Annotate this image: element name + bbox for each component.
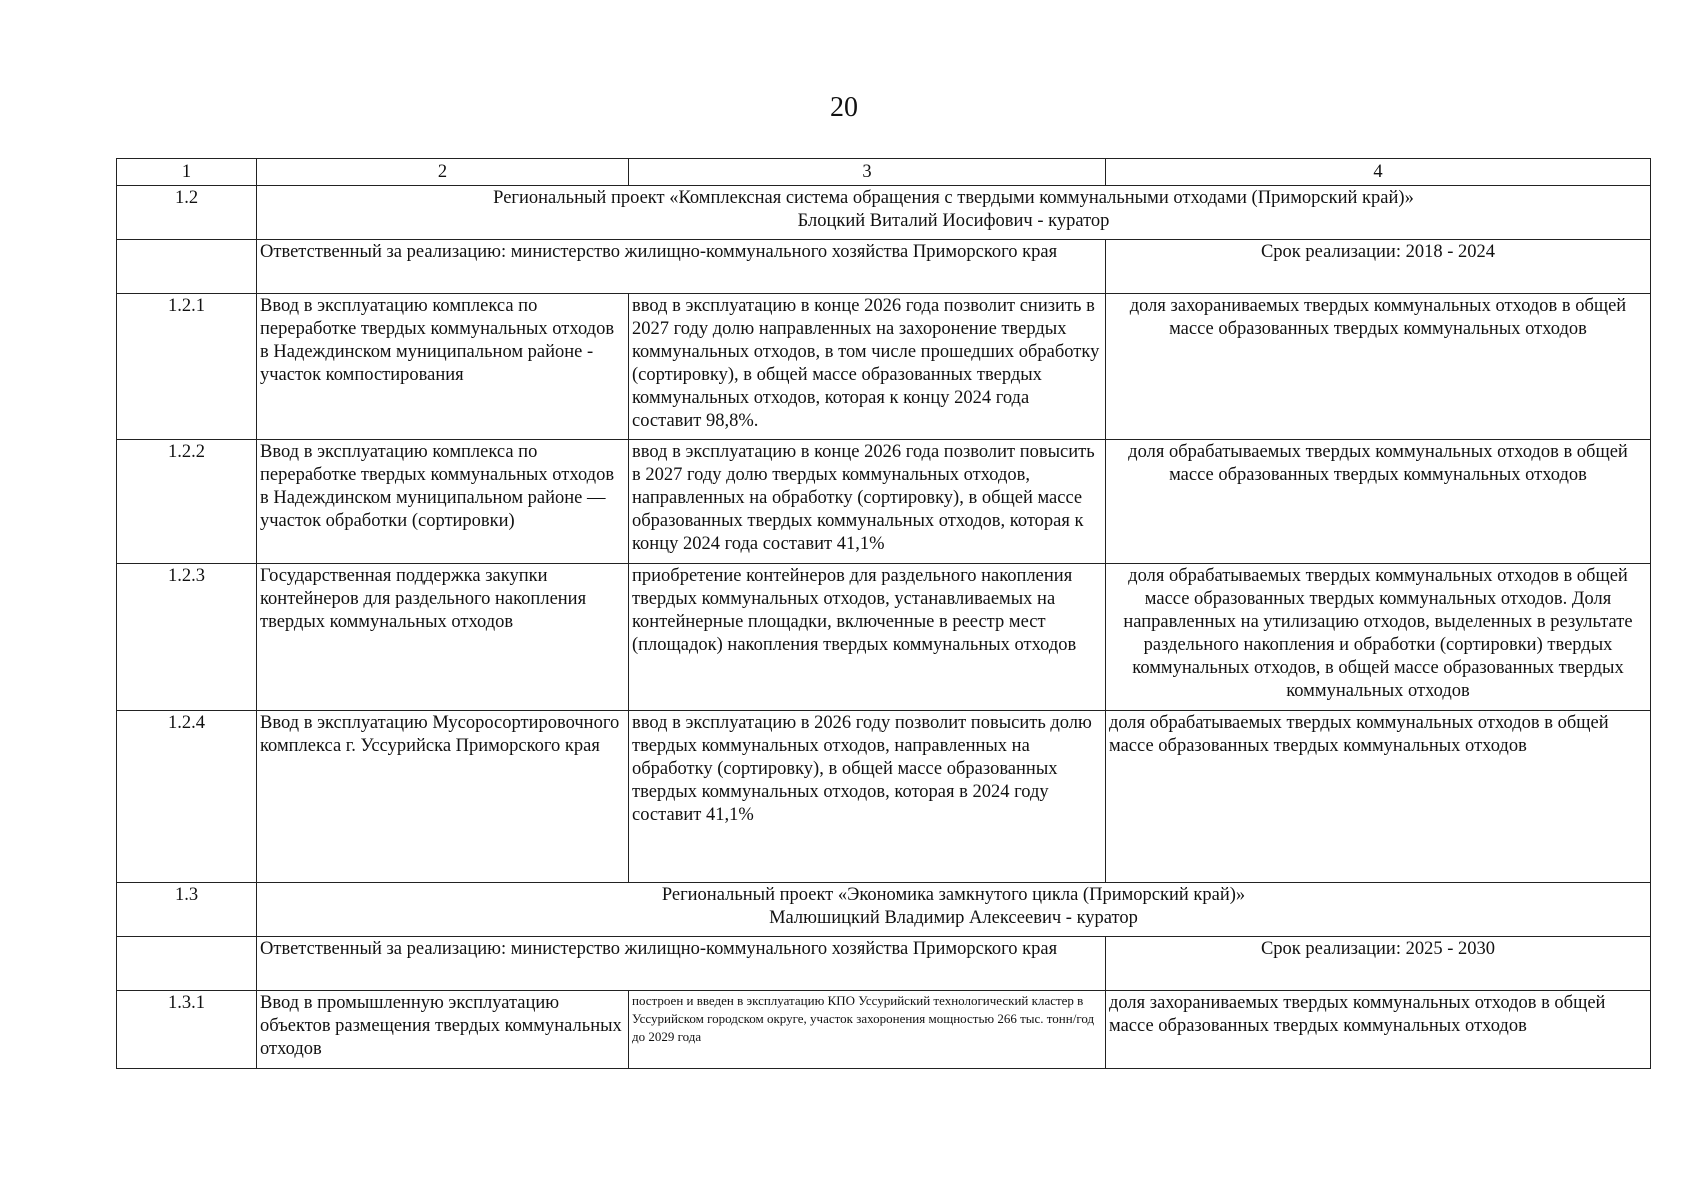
row-indicator: доля обрабатываемых твердых коммунальных отходов в общей массе образованных твердых коммунальных отходов: [1106, 711, 1651, 883]
row-indicator: доля захораниваемых твердых коммунальных отходов в общей массе образованных твердых коммунальных отходов: [1106, 991, 1651, 1069]
row-task: Ввод в эксплуатацию Мусоросортировочного комплекса г. Уссурийска Приморского края: [257, 711, 629, 883]
empty-cell: [117, 240, 257, 294]
section-row: [117, 883, 1651, 937]
row-result: ввод в эксплуатацию в 2026 году позволит повысить долю твердых коммунальных отходов, направленных на обработку (сортировку), в общей массе образованных твердых коммунальных отходов, которая в 2024 году составит 41,1%: [629, 711, 1106, 883]
page-number: 20: [830, 92, 858, 123]
table-row: [117, 294, 1651, 440]
column-header-row: [117, 159, 1651, 186]
section-row: [117, 186, 1651, 240]
row-result: ввод в эксплуатацию в конце 2026 года позволит снизить в 2027 году долю направленных на захоронение твердых коммунальных отходов, в том числе прошедших обработку (сортировку), в общей массе образованных твердых коммунальных отходов, которая к концу 2024 года составит 98,8%.: [629, 294, 1106, 440]
row-indicator: доля обрабатываемых твердых коммунальных отходов в общей массе образованных твердых коммунальных отходов: [1106, 440, 1651, 564]
project-curator: Блоцкий Виталий Иосифович - куратор: [797, 211, 1110, 231]
responsible-text: Ответственный за реализацию: министерство жилищно-коммунального хозяйства Приморского края: [257, 240, 1106, 294]
row-number: 1.2.3: [117, 564, 257, 711]
row-number: 1.3.1: [117, 991, 257, 1069]
table-row: [117, 440, 1651, 564]
row-result: построен и введен в эксплуатацию КПО Уссурийский технологический кластер в Уссурийском городском округе, участок захоронения мощностью 266 тыс. тонн/год до 2029 года: [629, 991, 1106, 1069]
responsible-row: [117, 240, 1651, 294]
section-number: 1.2: [117, 186, 257, 240]
responsible-text: Ответственный за реализацию: министерство жилищно-коммунального хозяйства Приморского края: [257, 937, 1106, 991]
project-curator: Малюшицкий Владимир Алексеевич - куратор: [769, 908, 1138, 928]
row-task: Ввод в эксплуатацию комплекса по переработке твердых коммунальных отходов в Надеждинском муниципальном районе — участок обработки (сортировки): [257, 440, 629, 564]
empty-cell: [117, 937, 257, 991]
column-header-4: 4: [1106, 159, 1651, 186]
section-title-cell: [257, 186, 1651, 240]
section-title-cell: [257, 883, 1651, 937]
project-title: Региональный проект «Экономика замкнутого цикла (Приморский край)»: [661, 885, 1246, 905]
row-task: Ввод в эксплуатацию комплекса по переработке твердых коммунальных отходов в Надеждинском муниципальном районе - участок компостирования: [257, 294, 629, 440]
project-title: Региональный проект «Комплексная система обращения с твердыми коммунальными отходами (Приморский край)»: [493, 188, 1414, 208]
row-indicator: доля захораниваемых твердых коммунальных отходов в общей массе образованных твердых коммунальных отходов: [1106, 294, 1651, 440]
table-row: [117, 991, 1651, 1069]
column-header-3: 3: [629, 159, 1106, 186]
row-result: приобретение контейнеров для раздельного накопления твердых коммунальных отходов, устанавливаемых на контейнерные площадки, включенные в реестр мест (площадок) накопления твердых коммунальных отходов: [629, 564, 1106, 711]
row-number: 1.2.2: [117, 440, 257, 564]
section-number: 1.3: [117, 883, 257, 937]
responsible-row: [117, 937, 1651, 991]
row-task: Ввод в промышленную эксплуатацию объектов размещения твердых коммунальных отходов: [257, 991, 629, 1069]
row-indicator: доля обрабатываемых твердых коммунальных отходов в общей массе образованных твердых коммунальных отходов. Доля направленных на утилизацию отходов, выделенных в результате раздельного накопления и обработки (сортировки) твердых коммунальных отходов, в общей массе образованных твердых коммунальных отходов: [1106, 564, 1651, 711]
table-row: [117, 711, 1651, 883]
column-header-2: 2: [257, 159, 629, 186]
term-text: Срок реализации: 2025 - 2030: [1106, 937, 1651, 991]
column-header-1: 1: [117, 159, 257, 186]
term-text: Срок реализации: 2018 - 2024: [1106, 240, 1651, 294]
row-task: Государственная поддержка закупки контейнеров для раздельного накопления твердых коммунальных отходов: [257, 564, 629, 711]
row-result: ввод в эксплуатацию в конце 2026 года позволит повысить в 2027 году долю твердых коммунальных отходов, направленных на обработку (сортировку), в общей массе образованных твердых коммунальных отходов, которая к концу 2024 года составит 41,1%: [629, 440, 1106, 564]
row-number: 1.2.4: [117, 711, 257, 883]
table-row: [117, 564, 1651, 711]
row-number: 1.2.1: [117, 294, 257, 440]
measures-table: [116, 158, 1651, 1069]
